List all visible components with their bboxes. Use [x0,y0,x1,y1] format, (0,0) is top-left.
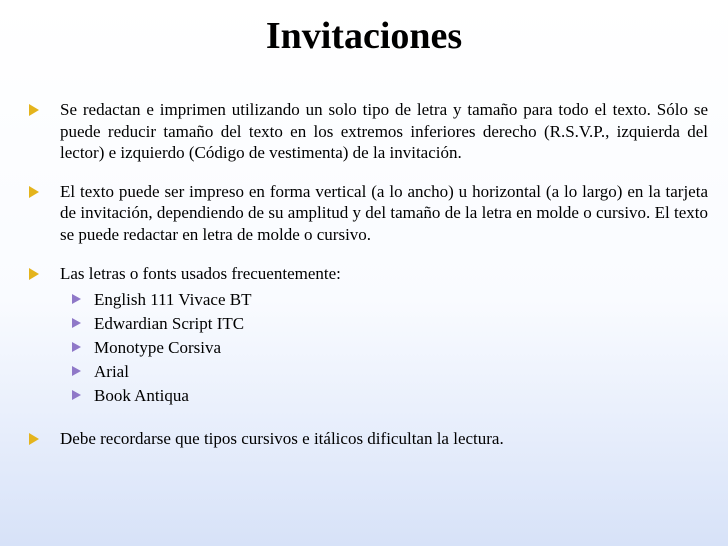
sub-bullet-triangle-icon [72,318,81,328]
bullet-text-2: El texto puede ser impreso en forma vertical (a lo ancho) u horizontal (a lo largo) en la tarjeta de invitación, dependiendo de su amplitud y del tamaño de la letra en molde o cursivo. El texto se puede redactar en letra de molde o cursivo. [60,181,708,244]
bullet-item-1 [28,99,708,164]
sublist-text-4: Arial [94,361,129,381]
bullet-triangle-icon [29,104,39,116]
sublist-item-4 [60,360,708,384]
sublist-text-5: Book Antiqua [94,385,189,405]
bullet-triangle-icon [29,186,39,198]
sublist-text-3: Monotype Corsiva [94,337,222,357]
sub-bullet-triangle-icon [72,294,81,304]
sublist-text-2: Edwardian Script ITC [94,314,245,334]
font-sublist [60,288,708,408]
bullet-triangle-icon [29,433,39,445]
sublist-item-5 [60,384,708,408]
sub-bullet-triangle-icon [72,390,81,400]
sublist-item-2 [60,312,708,336]
bullet-item-3 [28,263,708,407]
bullet-text-1: Se redactan e imprimen utilizando un solo tipo de letra y tamaño para todo el texto. Sólo se puede reducir tamaño del texto en los extremos inferiores derecho (R.S.V.P., izquierda del lector) e izquierdo (Código de vestimenta) de la invitación. [60,100,708,163]
bullet-triangle-icon [29,268,39,280]
bullet-text-4: Debe recordarse que tipos cursivos e itálicos dificultan la lectura. [60,428,504,448]
sub-bullet-triangle-icon [72,342,81,352]
sublist-text-1: English 111 Vivace BT [94,290,252,310]
bullet-text-3: Las letras o fonts usados frecuentemente: [60,264,341,284]
slide-title: Invitaciones [265,15,463,57]
sublist-item-3 [60,336,708,360]
bullet-item-2 [28,181,708,246]
sublist-item-1 [60,288,708,312]
sub-bullet-triangle-icon [72,366,81,376]
bullet-item-4 [28,428,708,450]
slide-content [28,99,708,449]
